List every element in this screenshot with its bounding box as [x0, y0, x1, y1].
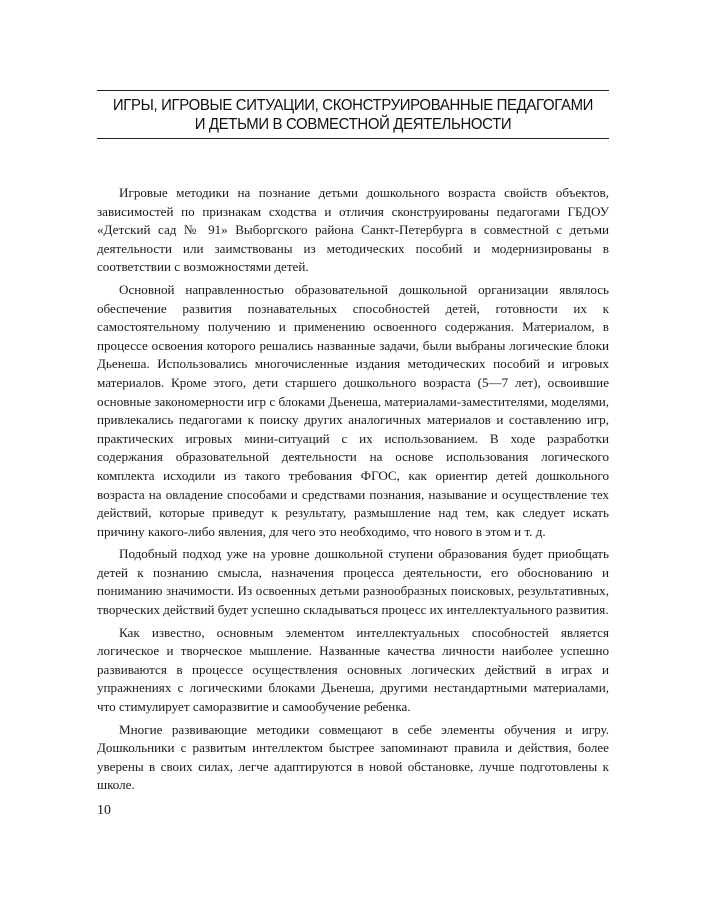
- paragraph-4: Как известно, основным элементом интеллектуальных способностей является логическое и творческое мышление. Названные качества личности наиболее успешно развиваются в процессе осуществления основных логических действий в играх и упражнениях с логическими блоками Дьенеша, другими нестандартными материалами, что стимулирует саморазвитие и самообучение ребенка.: [97, 624, 609, 715]
- section-heading-line-2: И ДЕТЬМИ В СОВМЕСТНОЙ ДЕЯТЕЛЬНОСТИ: [194, 116, 512, 133]
- section-heading: [105, 96, 602, 134]
- section-header: [97, 90, 609, 139]
- top-rule: [97, 90, 609, 91]
- paragraph-5: Многие развивающие методики совмещают в себе элементы обучения и игру. Дошкольники с развитым интеллектом быстрее запоминают правила и действия, более уверены в своих силах, легче адаптируются в новой обстановке, лучше подготовлены к школе.: [97, 721, 609, 793]
- paragraph-3: Подобный подход уже на уровне дошкольной ступени образования будет приобщать детей к познанию смысла, назначения процесса деятельности, его обоснованию и пониманию значимости. Из освоенных детьми разнообразных поисковых, результативных, творческих действий будет успешно складываться процесс их интеллектуального развития.: [97, 546, 609, 618]
- paragraph-2: Основной направленностью образовательной дошкольной организации являлось обеспечение развития познавательных способностей детей, готовности их к самостоятельному получению и применению освоенного содержания. Материалом, в процессе освоения которого решались названные задачи, были выбраны логические блоки Дьенеша. Использовались многочисленные издания методических пособий и игровых материалов. Кроме этого, дети старшего дошкольного возраста (5—7 лет), освоившие основные закономерности игр с блоками Дьенеша, материалами-заместителями, моделями, привлекались педагогами к поиску других аналогичных материалов и составлению игр, практических игровых мини-ситуаций с их использованием. В ходе разработки содержания образовательной деятельности на основе использования логического комплекта исходили из такого требования ФГОС, как ориентир детей дошкольного возраста на овладение способами и средствами познания, называние и осуществление тех действий, которые приведут к результату, размышление над тем, как следует искать причину какого-либо явления, для чего это необходимо, что нового в этом и т. д.: [97, 281, 610, 539]
- page-number: 10: [97, 803, 111, 818]
- paragraph-1: Игровые методики на познание детьми дошкольного возраста свойств объектов, зависимостей по признакам сходства и отличия сконструированы педагогами ГБДОУ «Детский сад № 91» Выборгского района Санкт-Петербурга в совместной с детьми деятельности или заимствованы из методических пособий и модернизированы в соответствии с возможностями детей.: [97, 185, 609, 275]
- section-heading-line-1: ИГРЫ, ИГРОВЫЕ СИТУАЦИИ, СКОНСТРУИРОВАННЫЕ ПЕДАГОГАМИ: [112, 97, 594, 114]
- bottom-rule: [97, 138, 609, 139]
- body-text: [97, 184, 609, 795]
